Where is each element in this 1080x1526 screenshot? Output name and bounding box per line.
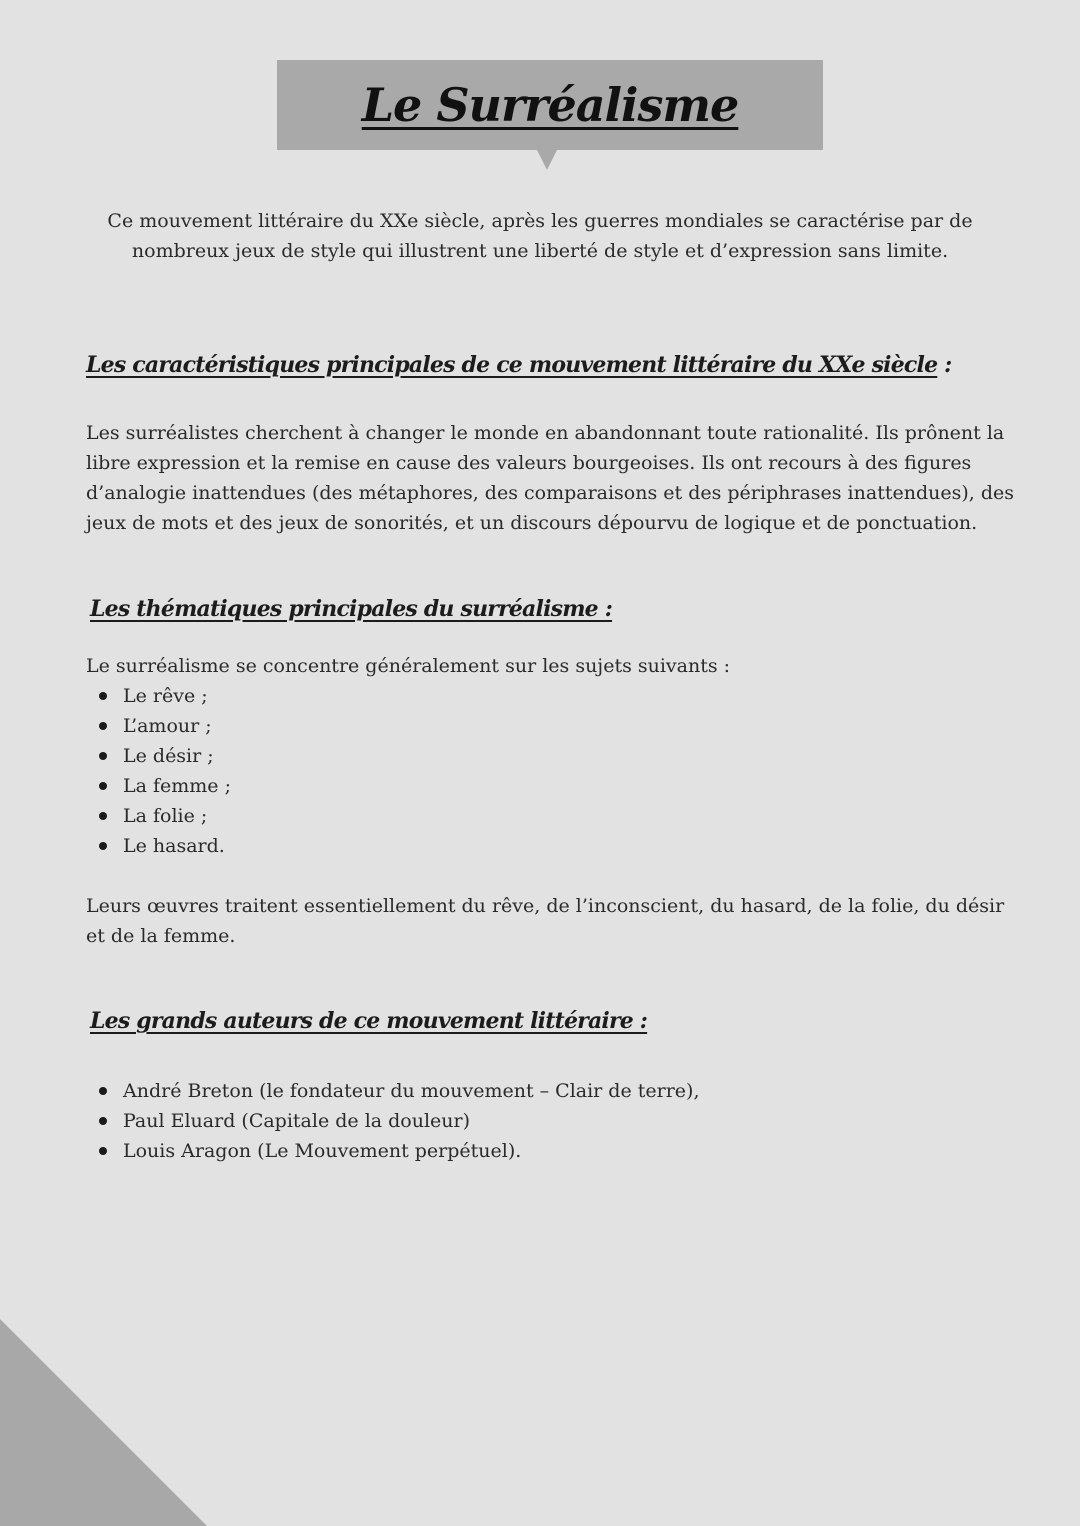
bullet-icon: [99, 752, 107, 760]
section-heading-themes-text: Les thématiques principales du surréalisme :: [90, 596, 613, 622]
section-heading-characteristics: [86, 352, 951, 378]
section-heading-characteristics-text: Les caractéristiques principales de ce mouvement littéraire du XXe siècle: [86, 352, 938, 378]
themes-lead: Le surréalisme se concentre généralement sur les sujets suivants :: [86, 655, 731, 677]
bullet-icon: [99, 782, 107, 790]
authors-list: [86, 1076, 700, 1166]
list-item: L’amour ;: [86, 711, 231, 741]
list-item: Louis Aragon (Le Mouvement perpétuel).: [86, 1136, 700, 1166]
list-item: Le hasard.: [86, 831, 231, 861]
corner-triangle-decoration: [0, 1319, 207, 1526]
bullet-icon: [99, 842, 107, 850]
section-heading-characteristics-colon: :: [937, 352, 952, 378]
bullet-icon: [99, 692, 107, 700]
title-banner: [277, 60, 823, 150]
section-heading-themes: [90, 596, 612, 622]
characteristics-paragraph: Les surréalistes cherchent à changer le monde en abandonnant toute rationalité. Ils prônent la libre expression et la remise en cause des valeurs bourgeoises. Ils ont recours à des figures d’analogie inattendues (des métaphores, des comparaisons et des périphrases inattendues), des jeux de mots et des jeux de sonorités, et un discours dépourvu de logique et de ponctuation.: [86, 422, 1014, 534]
list-item: La femme ;: [86, 771, 231, 801]
bullet-icon: [99, 1147, 107, 1155]
themes-list: [86, 681, 231, 861]
list-item: La folie ;: [86, 801, 231, 831]
intro-paragraph: Ce mouvement littéraire du XXe siècle, après les guerres mondiales se caractérise par de nombreux jeux de style qui illustrent une liberté de style et d’expression sans limite.: [107, 210, 973, 262]
bullet-icon: [99, 812, 107, 820]
section-heading-authors: [90, 1008, 647, 1034]
list-item: Paul Eluard (Capitale de la douleur): [86, 1106, 700, 1136]
list-item: Le rêve ;: [86, 681, 231, 711]
list-item: André Breton (le fondateur du mouvement – Clair de terre),: [86, 1076, 700, 1106]
list-item: Le désir ;: [86, 741, 231, 771]
title-banner-pointer: [537, 150, 557, 170]
page-title: Le Surréalisme: [361, 78, 739, 132]
themes-conclusion: Leurs œuvres traitent essentiellement du rêve, de l’inconscient, du hasard, de la folie, du désir et de la femme.: [86, 895, 1005, 947]
bullet-icon: [99, 1087, 107, 1095]
section-heading-authors-text: Les grands auteurs de ce mouvement littéraire :: [90, 1008, 648, 1034]
bullet-icon: [99, 722, 107, 730]
bullet-icon: [99, 1117, 107, 1125]
